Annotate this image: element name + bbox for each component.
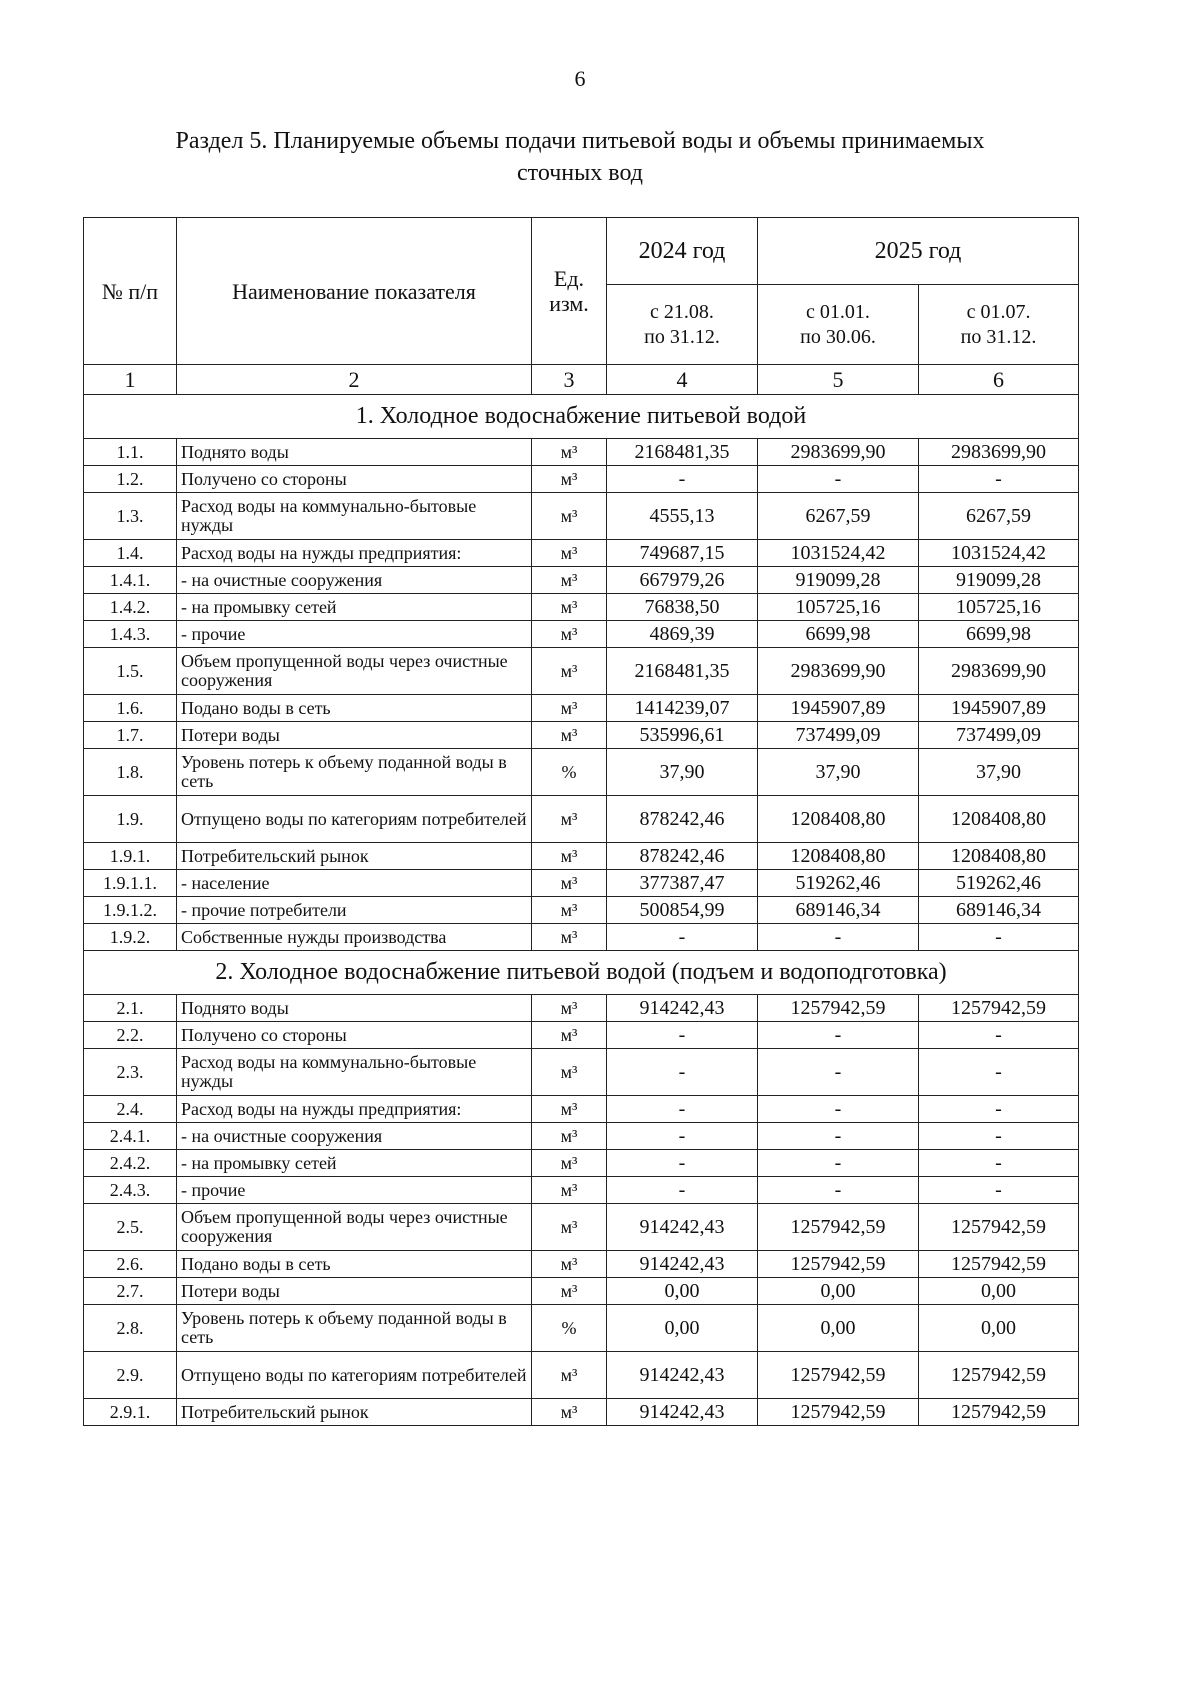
value-2024-cell: 37,90 xyxy=(607,749,758,796)
value-2025-h1-cell: 37,90 xyxy=(758,749,919,796)
value-2025-h1-cell: - xyxy=(758,466,919,493)
value-2025-h1-cell: 689146,34 xyxy=(758,897,919,924)
section-title-cell: 1. Холодное водоснабжение питьевой водой xyxy=(84,395,1079,439)
value-2025-h1-cell: 1208408,80 xyxy=(758,796,919,843)
table-row xyxy=(84,594,1079,621)
unit-cell: м³ xyxy=(532,796,607,843)
table-row xyxy=(84,870,1079,897)
value-2025-h2-cell: - xyxy=(919,1049,1079,1096)
unit-cell: м³ xyxy=(532,1251,607,1278)
table-row xyxy=(84,1096,1079,1123)
row-number-cell: 1.4.3. xyxy=(84,621,177,648)
unit-cell: м³ xyxy=(532,540,607,567)
section-header-row xyxy=(84,395,1079,439)
indicator-name-cell: Отпущено воды по категориям потребителей xyxy=(177,796,532,843)
indicator-name-cell: Расход воды на нужды предприятия: xyxy=(177,540,532,567)
row-number-cell: 1.9. xyxy=(84,796,177,843)
value-2025-h2-cell: 2983699,90 xyxy=(919,439,1079,466)
table-row xyxy=(84,1123,1079,1150)
value-2024-cell: 914242,43 xyxy=(607,995,758,1022)
value-2024-cell: 535996,61 xyxy=(607,722,758,749)
indicator-name-cell: - на промывку сетей xyxy=(177,594,532,621)
value-2025-h1-cell: 519262,46 xyxy=(758,870,919,897)
unit-cell: м³ xyxy=(532,648,607,695)
row-number-cell: 2.5. xyxy=(84,1204,177,1251)
section-title-cell: 2. Холодное водоснабжение питьевой водой (подъем и водоподготовка) xyxy=(84,951,1079,995)
header-period-2-line-1: с 01.01. xyxy=(806,300,870,323)
indicator-name-cell: Отпущено воды по категориям потребителей xyxy=(177,1352,532,1399)
indicator-name-cell: - прочие xyxy=(177,1177,532,1204)
row-number-cell: 1.1. xyxy=(84,439,177,466)
value-2025-h2-cell: 1208408,80 xyxy=(919,843,1079,870)
value-2025-h1-cell: 6267,59 xyxy=(758,493,919,540)
column-number: 6 xyxy=(919,365,1079,395)
row-number-cell: 2.9.1. xyxy=(84,1399,177,1426)
row-number-cell: 2.7. xyxy=(84,1278,177,1305)
row-number-cell: 1.7. xyxy=(84,722,177,749)
unit-cell: м³ xyxy=(532,995,607,1022)
unit-cell: м³ xyxy=(532,722,607,749)
unit-cell: м³ xyxy=(532,439,607,466)
value-2024-cell: 878242,46 xyxy=(607,796,758,843)
unit-cell: м³ xyxy=(532,1177,607,1204)
value-2024-cell: 377387,47 xyxy=(607,870,758,897)
table-row xyxy=(84,1399,1079,1426)
unit-cell: м³ xyxy=(532,695,607,722)
page-number: 6 xyxy=(574,66,586,91)
row-number-cell: 1.9.1. xyxy=(84,843,177,870)
value-2025-h2-cell: - xyxy=(919,924,1079,951)
value-2024-cell: 914242,43 xyxy=(607,1251,758,1278)
header-period-1-line-2: по 31.12. xyxy=(644,325,720,348)
value-2024-cell: 4869,39 xyxy=(607,621,758,648)
indicator-name-cell: Подано воды в сеть xyxy=(177,695,532,722)
header-year-2025: 2025 год xyxy=(758,218,1079,285)
table-row xyxy=(84,695,1079,722)
value-2025-h1-cell: 2983699,90 xyxy=(758,648,919,695)
unit-cell: % xyxy=(532,1305,607,1352)
row-number-cell: 1.5. xyxy=(84,648,177,695)
section-header-row xyxy=(84,951,1079,995)
table-row xyxy=(84,466,1079,493)
row-number-cell: 1.4. xyxy=(84,540,177,567)
header-unit xyxy=(532,218,607,365)
value-2025-h2-cell: 1257942,59 xyxy=(919,1399,1079,1426)
indicator-name-cell: Потери воды xyxy=(177,1278,532,1305)
row-number-cell: 2.9. xyxy=(84,1352,177,1399)
value-2024-cell: - xyxy=(607,1022,758,1049)
unit-cell: м³ xyxy=(532,1399,607,1426)
unit-cell: м³ xyxy=(532,1278,607,1305)
indicator-name-cell: Расход воды на коммунально-бытовые нужды xyxy=(177,493,532,540)
indicator-name-cell: Расход воды на коммунально-бытовые нужды xyxy=(177,1049,532,1096)
header-unit-line-2: изм. xyxy=(549,291,589,316)
indicator-name-cell: - прочие xyxy=(177,621,532,648)
indicator-name-cell: Потери воды xyxy=(177,722,532,749)
value-2025-h2-cell: 519262,46 xyxy=(919,870,1079,897)
value-2025-h2-cell: 105725,16 xyxy=(919,594,1079,621)
row-number-cell: 2.8. xyxy=(84,1305,177,1352)
value-2024-cell: 4555,13 xyxy=(607,493,758,540)
value-2024-cell: 76838,50 xyxy=(607,594,758,621)
header-period-2-line-2: по 30.06. xyxy=(800,325,876,348)
header-period-3-line-2: по 31.12. xyxy=(960,325,1037,348)
header-year-2024: 2024 год xyxy=(607,218,758,285)
value-2024-cell: - xyxy=(607,924,758,951)
row-number-cell: 2.4. xyxy=(84,1096,177,1123)
value-2025-h2-cell: 1257942,59 xyxy=(919,1352,1079,1399)
table-row xyxy=(84,843,1079,870)
value-2024-cell: - xyxy=(607,466,758,493)
header-period-1 xyxy=(607,285,758,365)
indicator-name-cell: - на промывку сетей xyxy=(177,1150,532,1177)
unit-cell: % xyxy=(532,749,607,796)
indicator-name-cell: Получено со стороны xyxy=(177,1022,532,1049)
header-name: Наименование показателя xyxy=(177,218,532,365)
table-row xyxy=(84,621,1079,648)
value-2025-h2-cell: 737499,09 xyxy=(919,722,1079,749)
value-2025-h2-cell: 37,90 xyxy=(919,749,1079,796)
value-2025-h1-cell: 1257942,59 xyxy=(758,1352,919,1399)
column-number: 4 xyxy=(607,365,758,395)
value-2025-h1-cell: 2983699,90 xyxy=(758,439,919,466)
indicator-name-cell: Подано воды в сеть xyxy=(177,1251,532,1278)
value-2024-cell: - xyxy=(607,1177,758,1204)
table-row xyxy=(84,1352,1079,1399)
table-row xyxy=(84,493,1079,540)
header-period-3 xyxy=(919,285,1079,365)
indicator-name-cell: - прочие потребители xyxy=(177,897,532,924)
section-title xyxy=(120,125,1040,189)
table-row xyxy=(84,1251,1079,1278)
table-row xyxy=(84,567,1079,594)
value-2024-cell: 749687,15 xyxy=(607,540,758,567)
table-row xyxy=(84,540,1079,567)
value-2025-h2-cell: - xyxy=(919,1096,1079,1123)
row-number-cell: 1.4.1. xyxy=(84,567,177,594)
value-2025-h2-cell: - xyxy=(919,1177,1079,1204)
value-2024-cell: 667979,26 xyxy=(607,567,758,594)
table-row xyxy=(84,1049,1079,1096)
value-2025-h1-cell: 0,00 xyxy=(758,1278,919,1305)
unit-cell: м³ xyxy=(532,1352,607,1399)
indicator-name-cell: Собственные нужды производства xyxy=(177,924,532,951)
table-row xyxy=(84,796,1079,843)
table-row xyxy=(84,1177,1079,1204)
row-number-cell: 2.6. xyxy=(84,1251,177,1278)
unit-cell: м³ xyxy=(532,1123,607,1150)
unit-cell: м³ xyxy=(532,621,607,648)
value-2025-h2-cell: 2983699,90 xyxy=(919,648,1079,695)
value-2025-h2-cell: 1031524,42 xyxy=(919,540,1079,567)
indicator-name-cell: Объем пропущенной воды через очистные сооружения xyxy=(177,648,532,695)
table-body xyxy=(84,365,1079,1426)
row-number-cell: 1.9.1.2. xyxy=(84,897,177,924)
column-number: 2 xyxy=(177,365,532,395)
value-2025-h1-cell: 1257942,59 xyxy=(758,1399,919,1426)
water-volumes-table xyxy=(83,217,1079,1426)
value-2025-h1-cell: 0,00 xyxy=(758,1305,919,1352)
column-number: 1 xyxy=(84,365,177,395)
indicator-name-cell: Уровень потерь к объему поданной воды в сеть xyxy=(177,1305,532,1352)
row-number-cell: 1.9.1.1. xyxy=(84,870,177,897)
indicator-name-cell: Поднято воды xyxy=(177,995,532,1022)
unit-cell: м³ xyxy=(532,1049,607,1096)
table-row xyxy=(84,995,1079,1022)
column-number: 3 xyxy=(532,365,607,395)
value-2024-cell: - xyxy=(607,1150,758,1177)
header-num: № п/п xyxy=(84,218,177,365)
unit-cell: м³ xyxy=(532,1150,607,1177)
indicator-name-cell: Расход воды на нужды предприятия: xyxy=(177,1096,532,1123)
unit-cell: м³ xyxy=(532,1204,607,1251)
header-period-3-line-1: с 01.07. xyxy=(966,300,1031,323)
indicator-name-cell: Поднято воды xyxy=(177,439,532,466)
table-row xyxy=(84,1022,1079,1049)
unit-cell: м³ xyxy=(532,1022,607,1049)
value-2025-h1-cell: 1208408,80 xyxy=(758,843,919,870)
unit-cell: м³ xyxy=(532,897,607,924)
unit-cell: м³ xyxy=(532,594,607,621)
value-2025-h1-cell: 737499,09 xyxy=(758,722,919,749)
header-period-2 xyxy=(758,285,919,365)
value-2025-h1-cell: - xyxy=(758,1049,919,1096)
indicator-name-cell: Получено со стороны xyxy=(177,466,532,493)
value-2025-h1-cell: - xyxy=(758,1150,919,1177)
indicator-name-cell: Потребительский рынок xyxy=(177,843,532,870)
row-number-cell: 1.2. xyxy=(84,466,177,493)
row-number-cell: 1.3. xyxy=(84,493,177,540)
table-row xyxy=(84,924,1079,951)
table-row xyxy=(84,1278,1079,1305)
row-number-cell: 2.4.3. xyxy=(84,1177,177,1204)
value-2025-h2-cell: 0,00 xyxy=(919,1278,1079,1305)
indicator-name-cell: - на очистные сооружения xyxy=(177,567,532,594)
table-row xyxy=(84,897,1079,924)
unit-cell: м³ xyxy=(532,466,607,493)
table-row xyxy=(84,722,1079,749)
value-2025-h1-cell: 1257942,59 xyxy=(758,1204,919,1251)
value-2025-h1-cell: 105725,16 xyxy=(758,594,919,621)
row-number-cell: 1.9.2. xyxy=(84,924,177,951)
value-2025-h2-cell: 1945907,89 xyxy=(919,695,1079,722)
value-2024-cell: - xyxy=(607,1049,758,1096)
unit-cell: м³ xyxy=(532,1096,607,1123)
table-row xyxy=(84,648,1079,695)
table-row xyxy=(84,1204,1079,1251)
value-2025-h2-cell: - xyxy=(919,466,1079,493)
unit-cell: м³ xyxy=(532,567,607,594)
value-2025-h2-cell: 689146,34 xyxy=(919,897,1079,924)
table-row xyxy=(84,1305,1079,1352)
value-2024-cell: 2168481,35 xyxy=(607,439,758,466)
row-number-cell: 1.4.2. xyxy=(84,594,177,621)
header-unit-line-1: Ед. xyxy=(553,266,585,291)
value-2024-cell: 500854,99 xyxy=(607,897,758,924)
value-2024-cell: 878242,46 xyxy=(607,843,758,870)
indicator-name-cell: Уровень потерь к объему поданной воды в сеть xyxy=(177,749,532,796)
unit-cell: м³ xyxy=(532,870,607,897)
column-number: 5 xyxy=(758,365,919,395)
value-2024-cell: 0,00 xyxy=(607,1278,758,1305)
value-2024-cell: - xyxy=(607,1096,758,1123)
value-2025-h1-cell: 1257942,59 xyxy=(758,1251,919,1278)
value-2025-h2-cell: - xyxy=(919,1022,1079,1049)
value-2024-cell: 914242,43 xyxy=(607,1204,758,1251)
value-2025-h1-cell: - xyxy=(758,1022,919,1049)
row-number-cell: 2.3. xyxy=(84,1049,177,1096)
table-row xyxy=(84,439,1079,466)
value-2025-h2-cell: 0,00 xyxy=(919,1305,1079,1352)
value-2025-h2-cell: 1257942,59 xyxy=(919,995,1079,1022)
section-title-line-1: Раздел 5. Планируемые объемы подачи питьевой воды и объемы принимаемых xyxy=(175,128,985,154)
value-2025-h1-cell: - xyxy=(758,924,919,951)
value-2025-h2-cell: 919099,28 xyxy=(919,567,1079,594)
row-number-cell: 1.6. xyxy=(84,695,177,722)
column-numbers-row xyxy=(84,365,1079,395)
value-2024-cell: 0,00 xyxy=(607,1305,758,1352)
unit-cell: м³ xyxy=(532,924,607,951)
indicator-name-cell: - население xyxy=(177,870,532,897)
row-number-cell: 2.4.1. xyxy=(84,1123,177,1150)
value-2025-h2-cell: 6699,98 xyxy=(919,621,1079,648)
value-2025-h1-cell: 919099,28 xyxy=(758,567,919,594)
row-number-cell: 2.4.2. xyxy=(84,1150,177,1177)
value-2025-h2-cell: 6267,59 xyxy=(919,493,1079,540)
value-2024-cell: 914242,43 xyxy=(607,1399,758,1426)
value-2024-cell: - xyxy=(607,1123,758,1150)
value-2025-h1-cell: 1031524,42 xyxy=(758,540,919,567)
value-2025-h2-cell: 1208408,80 xyxy=(919,796,1079,843)
value-2024-cell: 2168481,35 xyxy=(607,648,758,695)
row-number-cell: 2.1. xyxy=(84,995,177,1022)
indicator-name-cell: Потребительский рынок xyxy=(177,1399,532,1426)
header-period-1-line-1: с 21.08. xyxy=(650,300,714,323)
value-2025-h1-cell: 1257942,59 xyxy=(758,995,919,1022)
value-2025-h2-cell: - xyxy=(919,1150,1079,1177)
indicator-name-cell: - на очистные сооружения xyxy=(177,1123,532,1150)
table-row xyxy=(84,749,1079,796)
value-2025-h1-cell: - xyxy=(758,1096,919,1123)
value-2025-h1-cell: 6699,98 xyxy=(758,621,919,648)
value-2025-h2-cell: 1257942,59 xyxy=(919,1251,1079,1278)
value-2025-h1-cell: - xyxy=(758,1177,919,1204)
row-number-cell: 2.2. xyxy=(84,1022,177,1049)
value-2024-cell: 1414239,07 xyxy=(607,695,758,722)
value-2025-h2-cell: 1257942,59 xyxy=(919,1204,1079,1251)
value-2025-h1-cell: 1945907,89 xyxy=(758,695,919,722)
value-2024-cell: 914242,43 xyxy=(607,1352,758,1399)
section-title-line-2: сточных вод xyxy=(517,160,643,186)
value-2025-h1-cell: - xyxy=(758,1123,919,1150)
indicator-name-cell: Объем пропущенной воды через очистные сооружения xyxy=(177,1204,532,1251)
value-2025-h2-cell: - xyxy=(919,1123,1079,1150)
row-number-cell: 1.8. xyxy=(84,749,177,796)
unit-cell: м³ xyxy=(532,843,607,870)
unit-cell: м³ xyxy=(532,493,607,540)
table-row xyxy=(84,1150,1079,1177)
